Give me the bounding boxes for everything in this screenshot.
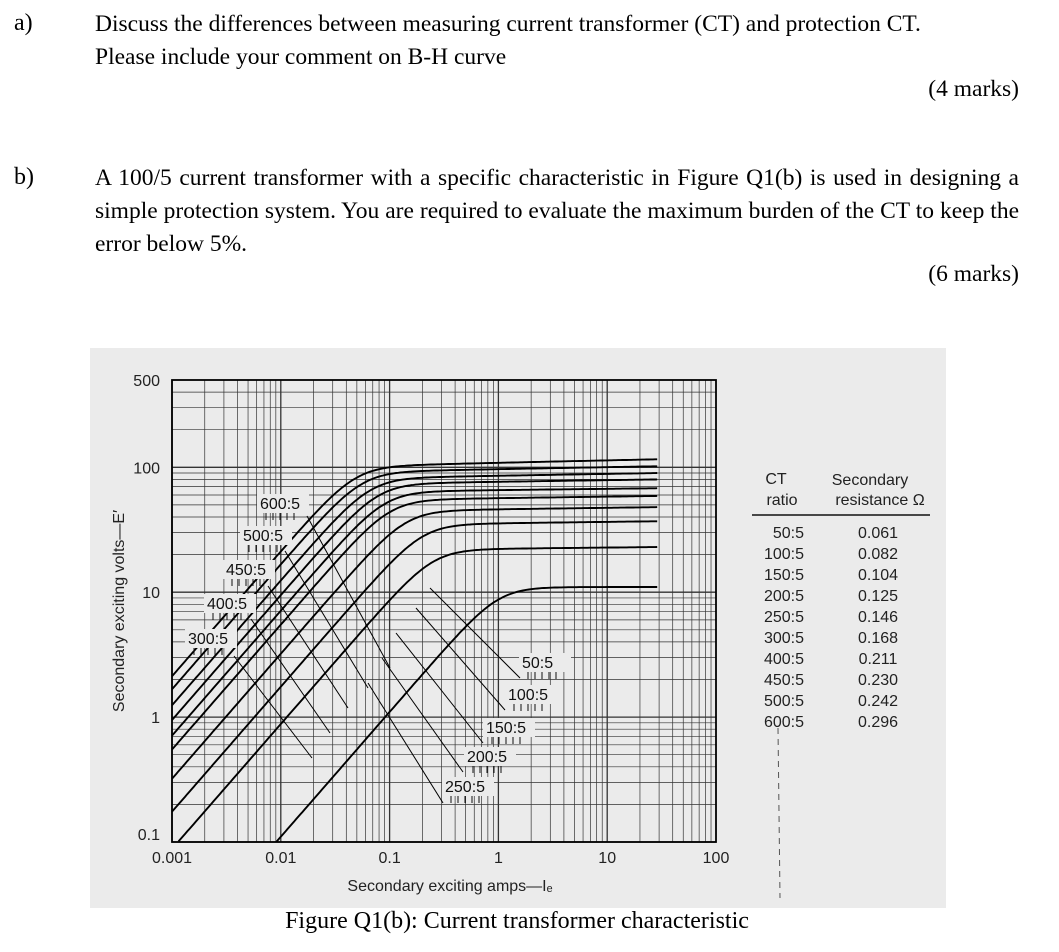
ct-resistance-table [752, 471, 930, 898]
x-tick-label: 0.01 [265, 850, 297, 867]
table-header-resistance: resistance Ω [835, 492, 925, 509]
question-a-marks: (4 marks) [928, 76, 1019, 102]
table-resistance: 0.104 [857, 567, 899, 584]
table-resistance: 0.296 [857, 714, 899, 731]
table-resistance: 0.146 [857, 609, 899, 626]
curve-label: 100:5 [508, 687, 549, 704]
y-axis-title: Secondary exciting volts—E′ [111, 509, 128, 713]
question-a-line-2: Please include your comment on B-H curve [95, 44, 507, 70]
series-line-100-5 [179, 547, 658, 841]
table-resistance: 0.242 [857, 693, 899, 710]
table-resistance: 0.211 [858, 651, 898, 668]
table-ratio: 300:5 [763, 630, 804, 647]
x-tick-label: 0.1 [378, 850, 401, 867]
table-header-secondary: Secondary [831, 472, 909, 489]
curve-label-leader [251, 619, 330, 733]
table-ratio: 500:5 [763, 693, 804, 710]
table-resistance: 0.061 [857, 525, 899, 542]
table-ratio: 400:5 [763, 651, 804, 668]
x-tick-label: 10 [598, 850, 617, 867]
table-resistance: 0.082 [857, 546, 899, 563]
question-a-text [95, 8, 1019, 74]
table-ratio: 100:5 [763, 546, 804, 563]
y-tick-label: 100 [133, 460, 160, 478]
y-tick-label: 10 [142, 585, 160, 603]
table-ratio: 600:5 [763, 714, 804, 731]
table-header-ratio: ratio [766, 492, 798, 509]
curve-label: 150:5 [486, 720, 527, 737]
x-tick-label: 1 [493, 850, 503, 867]
y-tick-label: 1 [151, 710, 160, 728]
y-tick-label: 0.1 [137, 827, 160, 844]
curve-label: 250:5 [445, 779, 486, 796]
curve-label-leader [234, 656, 312, 758]
curve-label-leader [416, 608, 505, 710]
table-ratio: 50:5 [772, 525, 804, 542]
question-a-line-1: Discuss the differences between measuring current transformer (CT) and protection CT. [95, 11, 921, 37]
question-b-marks: (6 marks) [928, 261, 1019, 287]
curve-label-leader [396, 633, 483, 743]
table-resistance: 0.125 [857, 588, 899, 605]
table-header-ct: CT [765, 471, 787, 488]
x-tick-label: 0.001 [151, 850, 193, 867]
curve-label: 400:5 [207, 596, 248, 613]
chart-curve-labels [185, 494, 571, 803]
table-resistance: 0.230 [857, 672, 899, 689]
table-ratio: 450:5 [763, 672, 804, 689]
table-leader-line [778, 728, 780, 898]
x-tick-label: 100 [702, 850, 730, 867]
curve-label: 450:5 [226, 562, 267, 579]
table-ratio: 250:5 [763, 609, 804, 626]
figure-caption: Figure Q1(b): Current transformer characteristic [285, 908, 749, 934]
curve-label: 600:5 [260, 496, 301, 513]
table-ratio: 200:5 [763, 588, 804, 605]
ct-characteristic-figure [90, 348, 946, 908]
table-resistance: 0.168 [857, 630, 899, 647]
y-tick-label: 500 [133, 373, 160, 390]
curve-label: 500:5 [243, 528, 284, 545]
question-a-label: a) [14, 10, 33, 36]
curve-label: 50:5 [522, 655, 554, 672]
x-axis-title: Secondary exciting amps—Iₑ [347, 878, 553, 895]
table-ratio: 150:5 [763, 567, 804, 584]
question-b-label: b) [14, 164, 34, 190]
question-b-text: A 100/5 current transformer with a specific characteristic in Figure Q1(b) is used in designing a simple protection system. You are required to evaluate the maximum burden of the CT to keep the error below 5%. [95, 165, 1019, 257]
curve-label: 200:5 [467, 749, 508, 766]
curve-label-leader [430, 588, 520, 678]
curve-label: 300:5 [188, 631, 229, 648]
